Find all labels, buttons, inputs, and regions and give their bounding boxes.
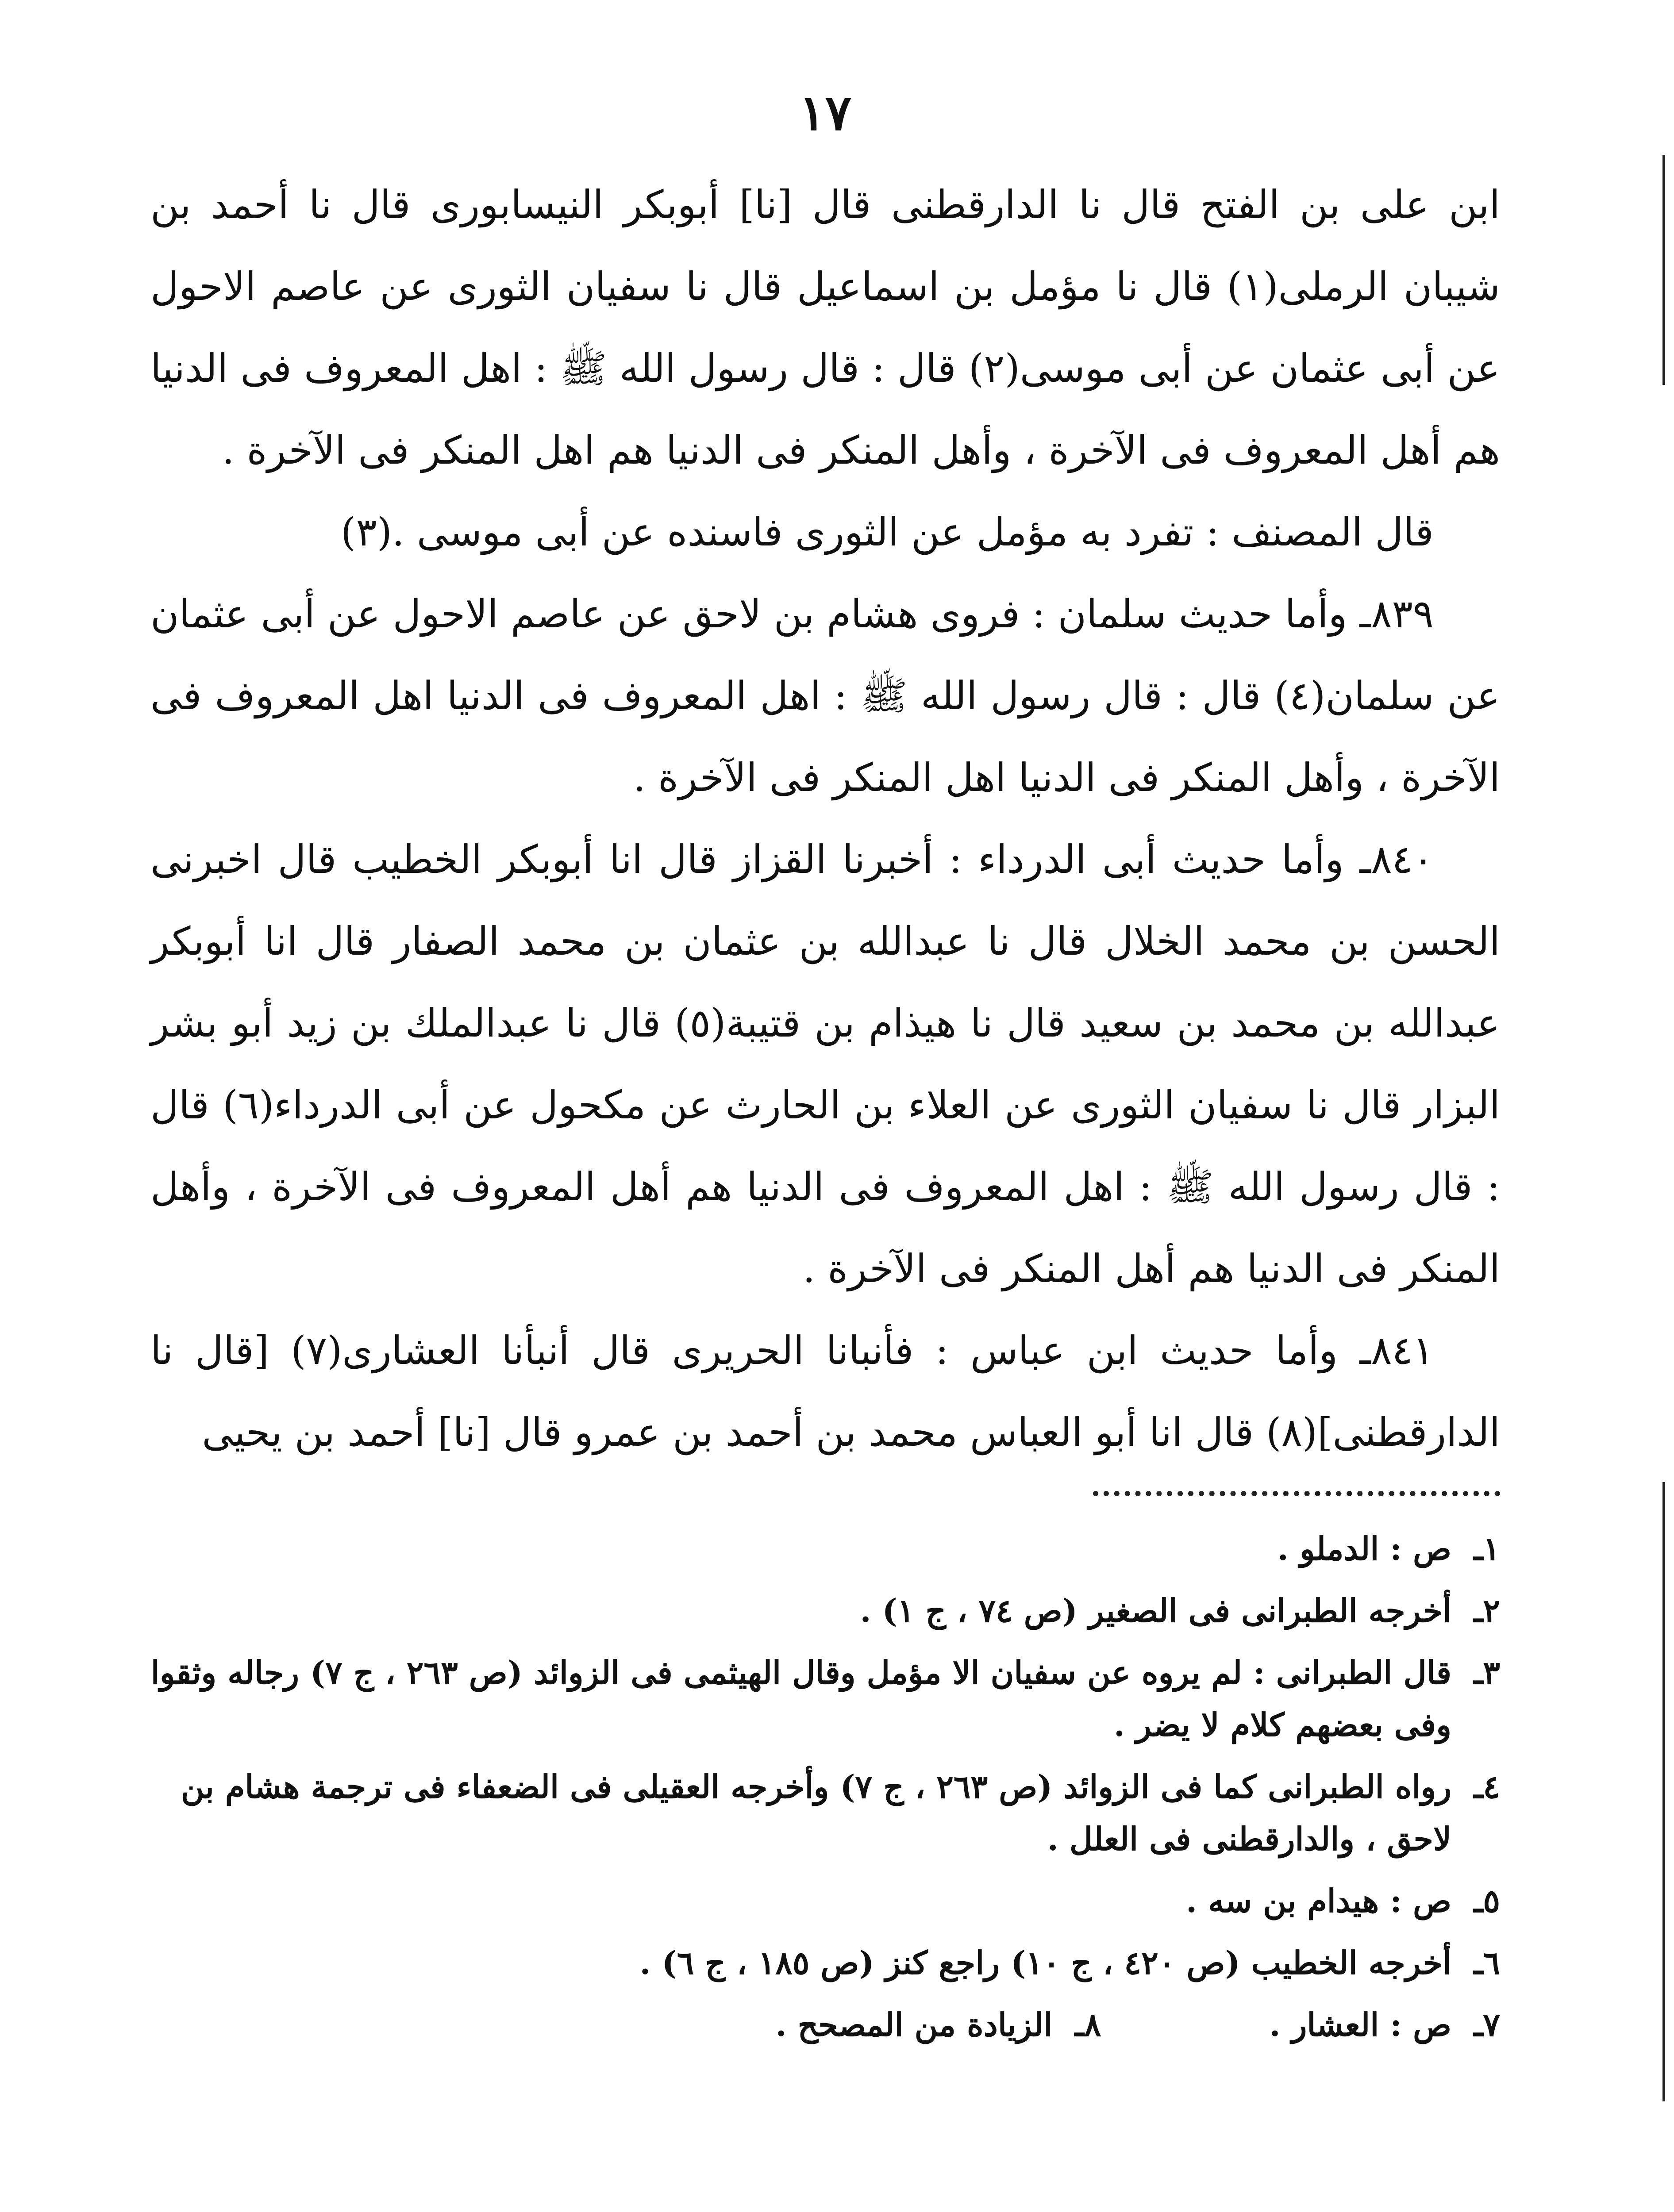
- footnote-1: [150, 1523, 1500, 1575]
- page-number: ١٧: [799, 84, 852, 141]
- scan-edge-mark: [1662, 155, 1665, 385]
- footnote-number: ٣ـ: [1474, 1654, 1500, 1691]
- footnote-3: [150, 1647, 1500, 1751]
- footnote-7: [1269, 1999, 1500, 2051]
- footnote-2: [150, 1585, 1500, 1637]
- footnote-number: ٦ـ: [1474, 1944, 1500, 1982]
- footnote-number: ١ـ: [1474, 1530, 1500, 1567]
- paragraph-2: قال المصنف : تفرد به مؤمل عن الثورى فاسنده عن أبى موسى .(٣): [340, 509, 1434, 555]
- footnote-number: ٨ـ: [1074, 2006, 1101, 2043]
- footnote-text: ص : العشار .: [1269, 2006, 1451, 2043]
- footnote-text: ص : هيدام بن سه .: [1186, 1882, 1451, 1920]
- footnote-text: الزيادة من المصحح .: [775, 2006, 1053, 2043]
- footnote-4: [150, 1761, 1500, 1865]
- footnotes: [150, 1523, 1500, 2061]
- scan-edge-mark: [1662, 1482, 1665, 2101]
- footnote-number: ٥ـ: [1474, 1882, 1500, 1920]
- paragraph-4: ٨٤٠ـ وأما حديث أبى الدرداء : أخبرنا القزاز قال انا أبوبكر الخطيب قال اخبرنى الحسن بن محمد الخلال قال نا عبدالله بن عثمان بن محمد الصفار قال انا أبوبكر عبدالله بن محمد بن سعيد قال نا هيذام بن قتيبة(٥) قال نا عبدالملك بن زيد أبو بشر البزار قال نا سفيان الثورى عن العلاء بن الحارث عن مكحول عن أبى الدرداء(٦) قال : قال رسول الله ﷺ : اهل المعروف فى الدنيا هم أهل المعروف فى الآخرة ، وأهل المنكر فى الدنيا هم أهل المنكر فى الآخرة .: [150, 837, 1500, 1291]
- footnote-number: ٧ـ: [1474, 2006, 1500, 2043]
- book-page: [150, 80, 1500, 2212]
- footnote-8: [775, 1999, 1101, 2051]
- footnote-number: ٢ـ: [1474, 1592, 1500, 1629]
- footnote-number: ٤ـ: [1474, 1768, 1500, 1805]
- footnote-separator: [1093, 1491, 1500, 1496]
- footnote-text: رواه الطبرانى كما فى الزوائد (ص ٢٦٣ ، ج ٧) وأخرجه العقيلى فى الضعفاء فى ترجمة هشام بن لاحق ، والدارقطنى فى العلل .: [181, 1768, 1451, 1858]
- footnote-text: قال الطبرانى : لم يروه عن سفيان الا مؤمل وقال الهيثمى فى الزوائد (ص ٢٦٣ ، ج ٧) رجاله وثقوا وفى بعضهم كلام لا يضر .: [150, 1654, 1451, 1743]
- footnote-text: ص : الدملو .: [1277, 1530, 1451, 1567]
- footnote-row-7-8: [150, 1999, 1500, 2061]
- paragraph-3: ٨٣٩ـ وأما حديث سلمان : فروى هشام بن لاحق عن عاصم الاحول عن أبى عثمان عن سلمان(٤) قال : قال رسول الله ﷺ : اهل المعروف فى الدنيا اهل المعروف فى الآخرة ، وأهل المنكر فى الدنيا اهل المنكر فى الآخرة .: [150, 591, 1500, 800]
- paragraph-5: ٨٤١ـ وأما حديث ابن عباس : فأنبانا الحريرى قال أنبأنا العشارى(٧) [قال نا الدارقطنى](٨) قال انا أبو العباس محمد بن أحمد بن عمرو قال [نا] أحمد بن يحيى: [150, 1328, 1500, 1455]
- paragraph-1: ابن على بن الفتح قال نا الدارقطنى قال [نا] أبوبكر النيسابورى قال نا أحمد بن شيبان الرملى(١) قال نا مؤمل بن اسماعيل قال نا سفيان الثورى عن عاصم الاحول عن أبى عثمان عن أبى موسى(٢) قال : قال رسول الله ﷺ : اهل المعروف فى الدنيا هم أهل المعروف فى الآخرة ، وأهل المنكر فى الدنيا هم اهل المنكر فى الآخرة .: [150, 182, 1500, 473]
- footnote-5: [150, 1875, 1500, 1927]
- main-text: [150, 164, 1500, 1473]
- footnote-text: أخرجه الخطيب (ص ٤٢٠ ، ج ١٠) راجع كنز (ص ١٨٥ ، ج ٦) .: [639, 1944, 1451, 1982]
- footnote-text: أخرجه الطبرانى فى الصغير (ص ٧٤ ، ج ١) .: [860, 1592, 1451, 1629]
- footnote-6: [150, 1937, 1500, 1989]
